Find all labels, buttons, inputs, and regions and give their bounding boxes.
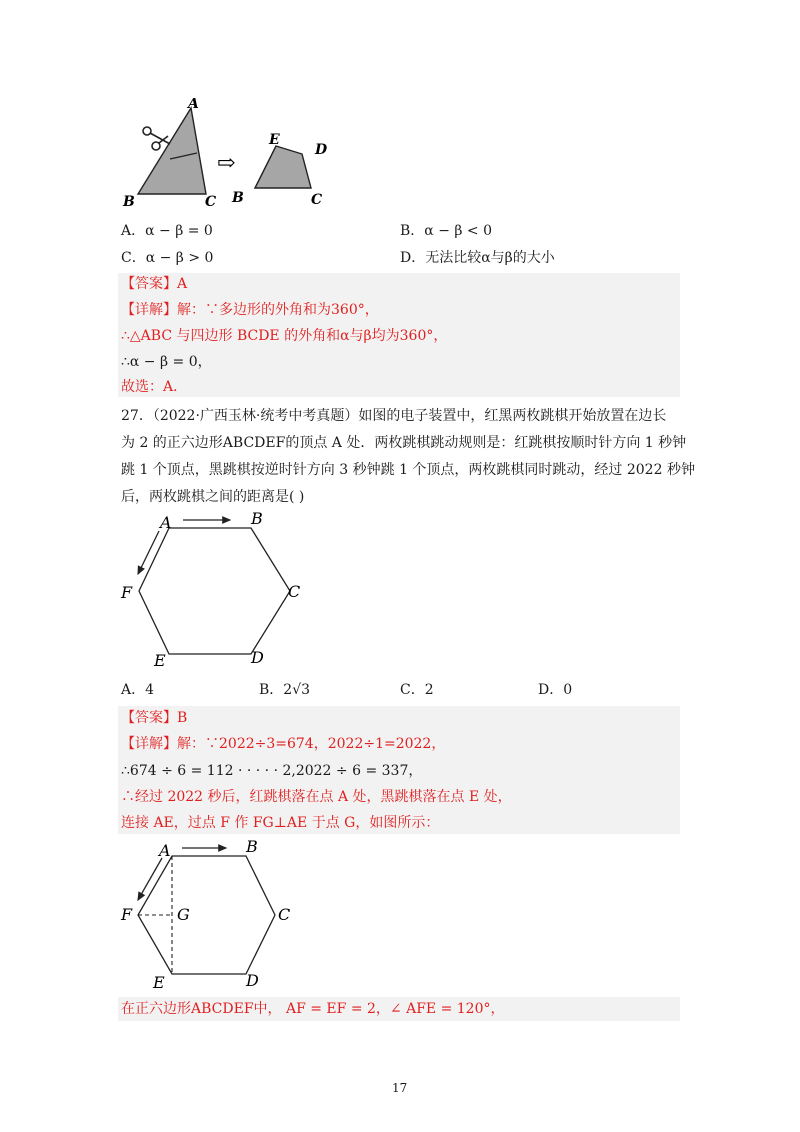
scissors-icon [143,127,170,150]
q27-ans-label-c: C [278,905,291,924]
q27-ans-label-b: B [246,837,258,856]
q26-label-a: A [188,98,199,112]
quadrilateral-bcde [255,146,311,188]
q27-answer-line-5: 在正六边形ABCDEF中， AF = EF = 2，∠ AFE = 120°， [121,1001,505,1017]
q27-stem-line-2: 为 2 的正六边形ABCDEF的顶点 A 处．两枚跳棋跳动规则是：红跳棋按顺时针方向 1 秒钟 [121,435,687,451]
q26-answer-line-1: 【详解】解：∵多边形的外角和为360°， [121,302,379,318]
hexagon-abcdef-answer [138,856,275,974]
q26-option-d: D．无法比较α与β的大小 [400,250,555,266]
q27-ans-label-f: F [121,905,133,924]
transform-arrow-icon: ⇨ [217,151,236,176]
q27-label-e: E [154,651,166,670]
q27-option-a: A．4 [121,682,155,698]
triangle-abc [138,108,206,194]
q27-answer-line-4: 连接 AE，过点 F 作 FG⊥AE 于点 G，如图所示： [121,815,440,831]
q27-answer-line-2: ∴674 ÷ 6 = 112 · · · · · 2,2022 ÷ 6 = 337， [121,763,423,779]
hexagon-abcdef [139,528,290,654]
q26-label-c2: C [311,192,323,208]
q27-option-c: C．2 [400,682,434,698]
q27-stem-line-4: 后，两枚跳棋之间的距离是( ) [121,489,305,505]
q27-stem-line-3: 跳 1 个顶点，黑跳棋按逆时针方向 3 秒钟跳 1 个顶点，两枚跳棋同时跳动，经过 2022 秒钟 [121,462,695,478]
q27-ans-label-d: D [246,971,259,990]
q27-answer-figure [118,836,294,994]
q27-answer-label: 【答案】B [121,710,188,726]
q26-answer-line-2: ∴△ABC 与四边形 BCDE 的外角和α与β均为360°， [121,328,448,344]
q26-label-b1: B [123,194,135,210]
q26-label-e: E [269,132,280,148]
q26-figure [120,98,340,210]
q27-label-d: D [251,648,264,667]
q27-label-f: F [121,583,133,602]
q26-option-b: B．α − β < 0 [400,223,493,239]
q27-hexagon-figure [118,508,318,674]
q27-answer-line-3: ∴经过 2022 秒后，红跳棋落在点 A 处，黑跳棋落在点 E 处， [121,789,512,805]
q26-label-c1: C [205,194,217,210]
q26-answer-line-4: 故选：A． [121,379,188,395]
q26-option-a: A．α − β = 0 [121,223,213,239]
q26-answer-label: 【答案】A [121,276,188,292]
q27-answer-line-1: 【详解】解：∵2022÷3=674，2022÷1=2022， [121,736,446,752]
q27-label-c: C [288,582,301,601]
q26-answer-line-3: ∴α − β = 0， [121,354,212,370]
q27-ans-label-e: E [153,973,165,992]
q26-label-b2: B [232,190,244,206]
counterclockwise-arrow [138,531,159,574]
q27-ans-label-a: A [159,841,171,860]
q27-stem-line-1: 27．（2022·广西玉林·统考中考真题）如图的电子装置中，红黑两枚跳棋开始放置在边长 [121,408,667,424]
q27-option-d: D．0 [538,682,573,698]
q27-label-b: B [251,509,263,528]
q27-label-a: A [160,513,172,532]
q26-label-d: D [315,142,328,158]
q27-option-b: B．2√3 [259,682,311,698]
q26-option-c: C．α − β > 0 [121,250,214,266]
q27-ans-label-g: G [177,905,190,924]
page-number: 17 [392,1081,408,1095]
